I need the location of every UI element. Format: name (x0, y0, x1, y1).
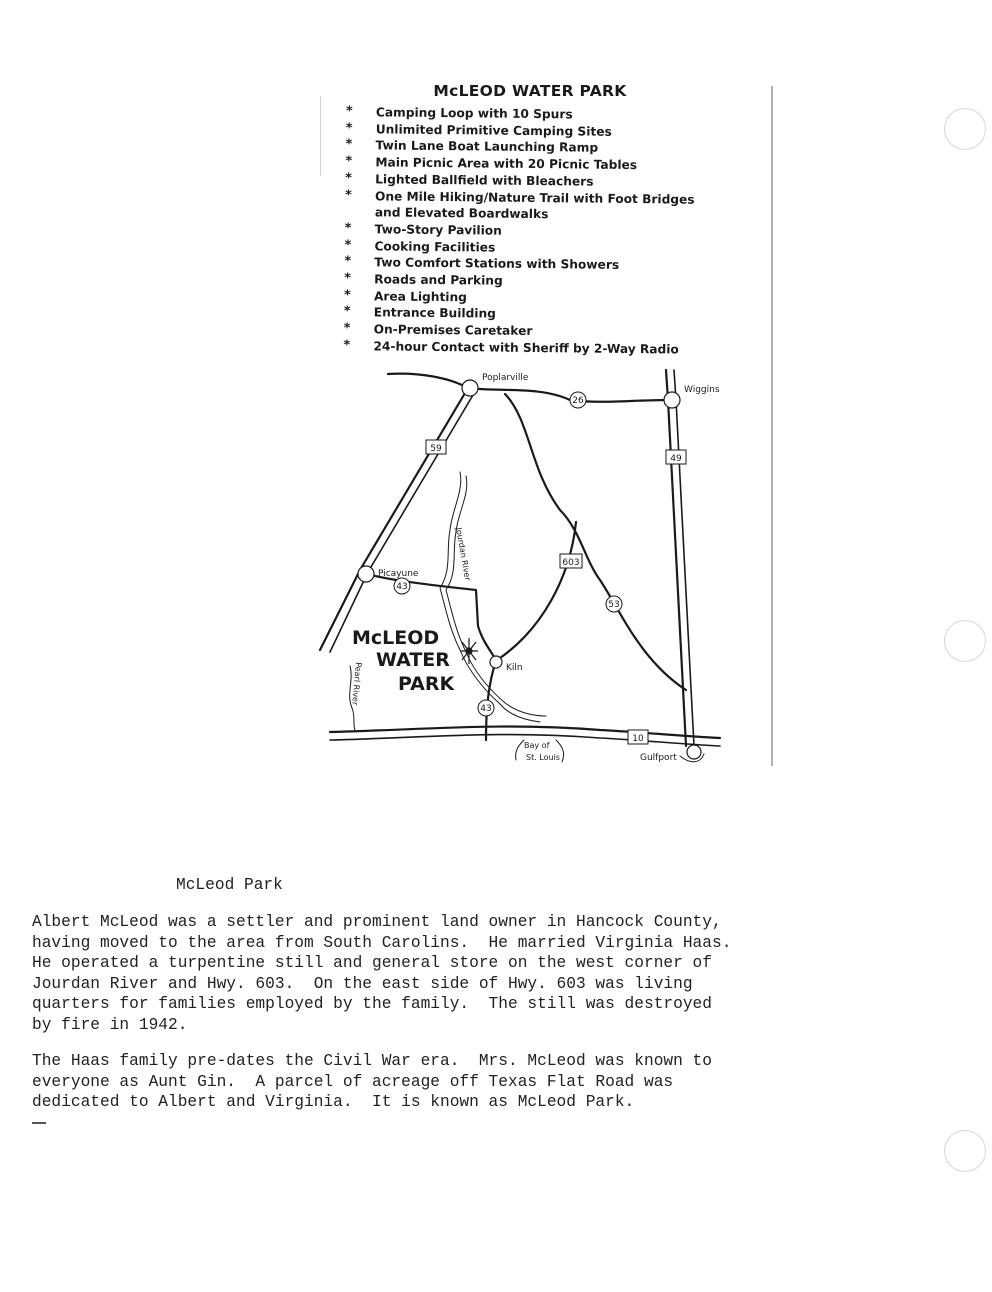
bay-label-line1: Bay of (524, 741, 550, 750)
amenity-text: Area Lighting (373, 289, 467, 305)
bullet-asterisk-icon: * (343, 304, 351, 320)
route-label-603: 603 (562, 558, 580, 568)
road-hwy-59-b (330, 390, 476, 652)
route-label-53: 53 (608, 600, 620, 610)
bullet-asterisk-icon: * (343, 321, 351, 337)
route-label-43-west: 43 (396, 582, 408, 592)
amenity-item (341, 338, 721, 359)
amenity-text: Lighted Ballfield with Bleachers (375, 172, 594, 189)
bullet-asterisk-icon: * (345, 154, 353, 170)
amenity-text: Main Picnic Area with 20 Picnic Tables (375, 155, 638, 173)
town-wiggins: Wiggins (684, 385, 720, 395)
park-label-line3: PARK (398, 673, 455, 695)
town-gulfport: Gulfport (640, 753, 677, 763)
document-heading: McLeod Park (176, 876, 283, 894)
route-label-49: 49 (670, 454, 682, 464)
road-hwy-10-a (330, 727, 720, 738)
bullet-asterisk-icon: * (344, 271, 352, 287)
wiggins-marker (664, 392, 680, 408)
river-label-jourdan: Jourdan River (454, 526, 473, 582)
document-paragraph-2: The Haas family pre-dates the Civil War era. Mrs. McLeod was known to everyone as Aunt Gin. A parcel of acreage off Texas Flat Road was dedicated to Albert and Virginia. It is known as McLeod Park. (32, 1052, 712, 1112)
kiln-marker (490, 656, 502, 668)
road-hwy-603 (500, 522, 576, 658)
town-kiln: Kiln (506, 663, 523, 673)
amenity-text: Camping Loop with 10 Spurs (375, 105, 573, 122)
amenity-text: 24-hour Contact with Sheriff by 2-Way Radio (373, 339, 679, 357)
road-hwy-26 (388, 374, 670, 402)
amenity-text: Two Comfort Stations with Showers (374, 255, 620, 273)
document-paragraph-1: Albert McLeod was a settler and prominent land owner in Hancock County, having moved to the area from South Carolins. He married Virginia Haas. He operated a turpentine still and general store on the west corner of Jourdan River and Hwy. 603. On the east side of Hwy. 603 was living quarters for families employed by the family. The still was destroyed by fire in 1942. (32, 913, 732, 1034)
bullet-asterisk-icon: * (343, 287, 351, 303)
park-sunburst-icon (460, 638, 478, 664)
bullet-asterisk-icon: * (344, 220, 352, 237)
bullet-asterisk-icon: * (345, 170, 353, 186)
road-hwy-49-a (666, 370, 686, 746)
clipping-edge-right (771, 86, 773, 766)
amenity-text: On-Premises Caretaker (373, 322, 533, 339)
amenity-text: Twin Lane Boat Launching Ramp (375, 138, 599, 156)
route-label-10: 10 (632, 734, 644, 744)
bullet-asterisk-icon: * (345, 104, 353, 120)
town-poplarville: Poplarville (482, 373, 529, 383)
punch-hole-middle (944, 620, 986, 662)
gulfport-marker (687, 745, 701, 759)
bullet-asterisk-icon: * (345, 120, 353, 136)
amenity-text: Entrance Building (373, 305, 496, 322)
amenity-text: Cooking Facilities (374, 238, 496, 255)
river-label-pearl: Pearl River (350, 661, 363, 706)
town-picayune: Picayune (378, 569, 419, 579)
park-label-line1: McLEOD (352, 627, 440, 649)
bay-label-line2: St. Louis (526, 753, 560, 762)
bullet-asterisk-icon: * (344, 237, 352, 253)
bullet-asterisk-icon: * (344, 187, 352, 203)
road-hwy-53 (505, 394, 686, 690)
amenity-text: Roads and Parking (374, 272, 503, 288)
bullet-asterisk-icon: * (344, 254, 352, 270)
park-label-line2: WATER (376, 649, 450, 671)
amenity-list (341, 104, 724, 359)
amenity-text: Two-Story Pavilion (374, 222, 502, 238)
amenity-text: One Mile Hiking/Nature Trail with Foot Bridges and Elevated Boardwalks (374, 188, 695, 222)
punch-hole-top (944, 108, 986, 150)
jourdan-river-bank (446, 476, 546, 716)
route-label-26: 26 (572, 396, 584, 406)
flyer-title: McLEOD WATER PARK (433, 82, 627, 100)
clipping-edge-left (320, 96, 321, 176)
poplarville-marker (462, 380, 478, 396)
route-label-59: 59 (430, 444, 442, 454)
punch-hole-bottom (944, 1130, 986, 1172)
margin-dash-mark (32, 1122, 46, 1124)
bullet-asterisk-icon: * (345, 137, 353, 153)
picayune-marker (358, 566, 374, 582)
amenity-item (343, 188, 723, 225)
area-map (300, 360, 740, 780)
route-label-43-south: 43 (480, 704, 492, 714)
amenity-text: Unlimited Primitive Camping Sites (375, 122, 612, 139)
bullet-asterisk-icon: * (343, 337, 351, 353)
